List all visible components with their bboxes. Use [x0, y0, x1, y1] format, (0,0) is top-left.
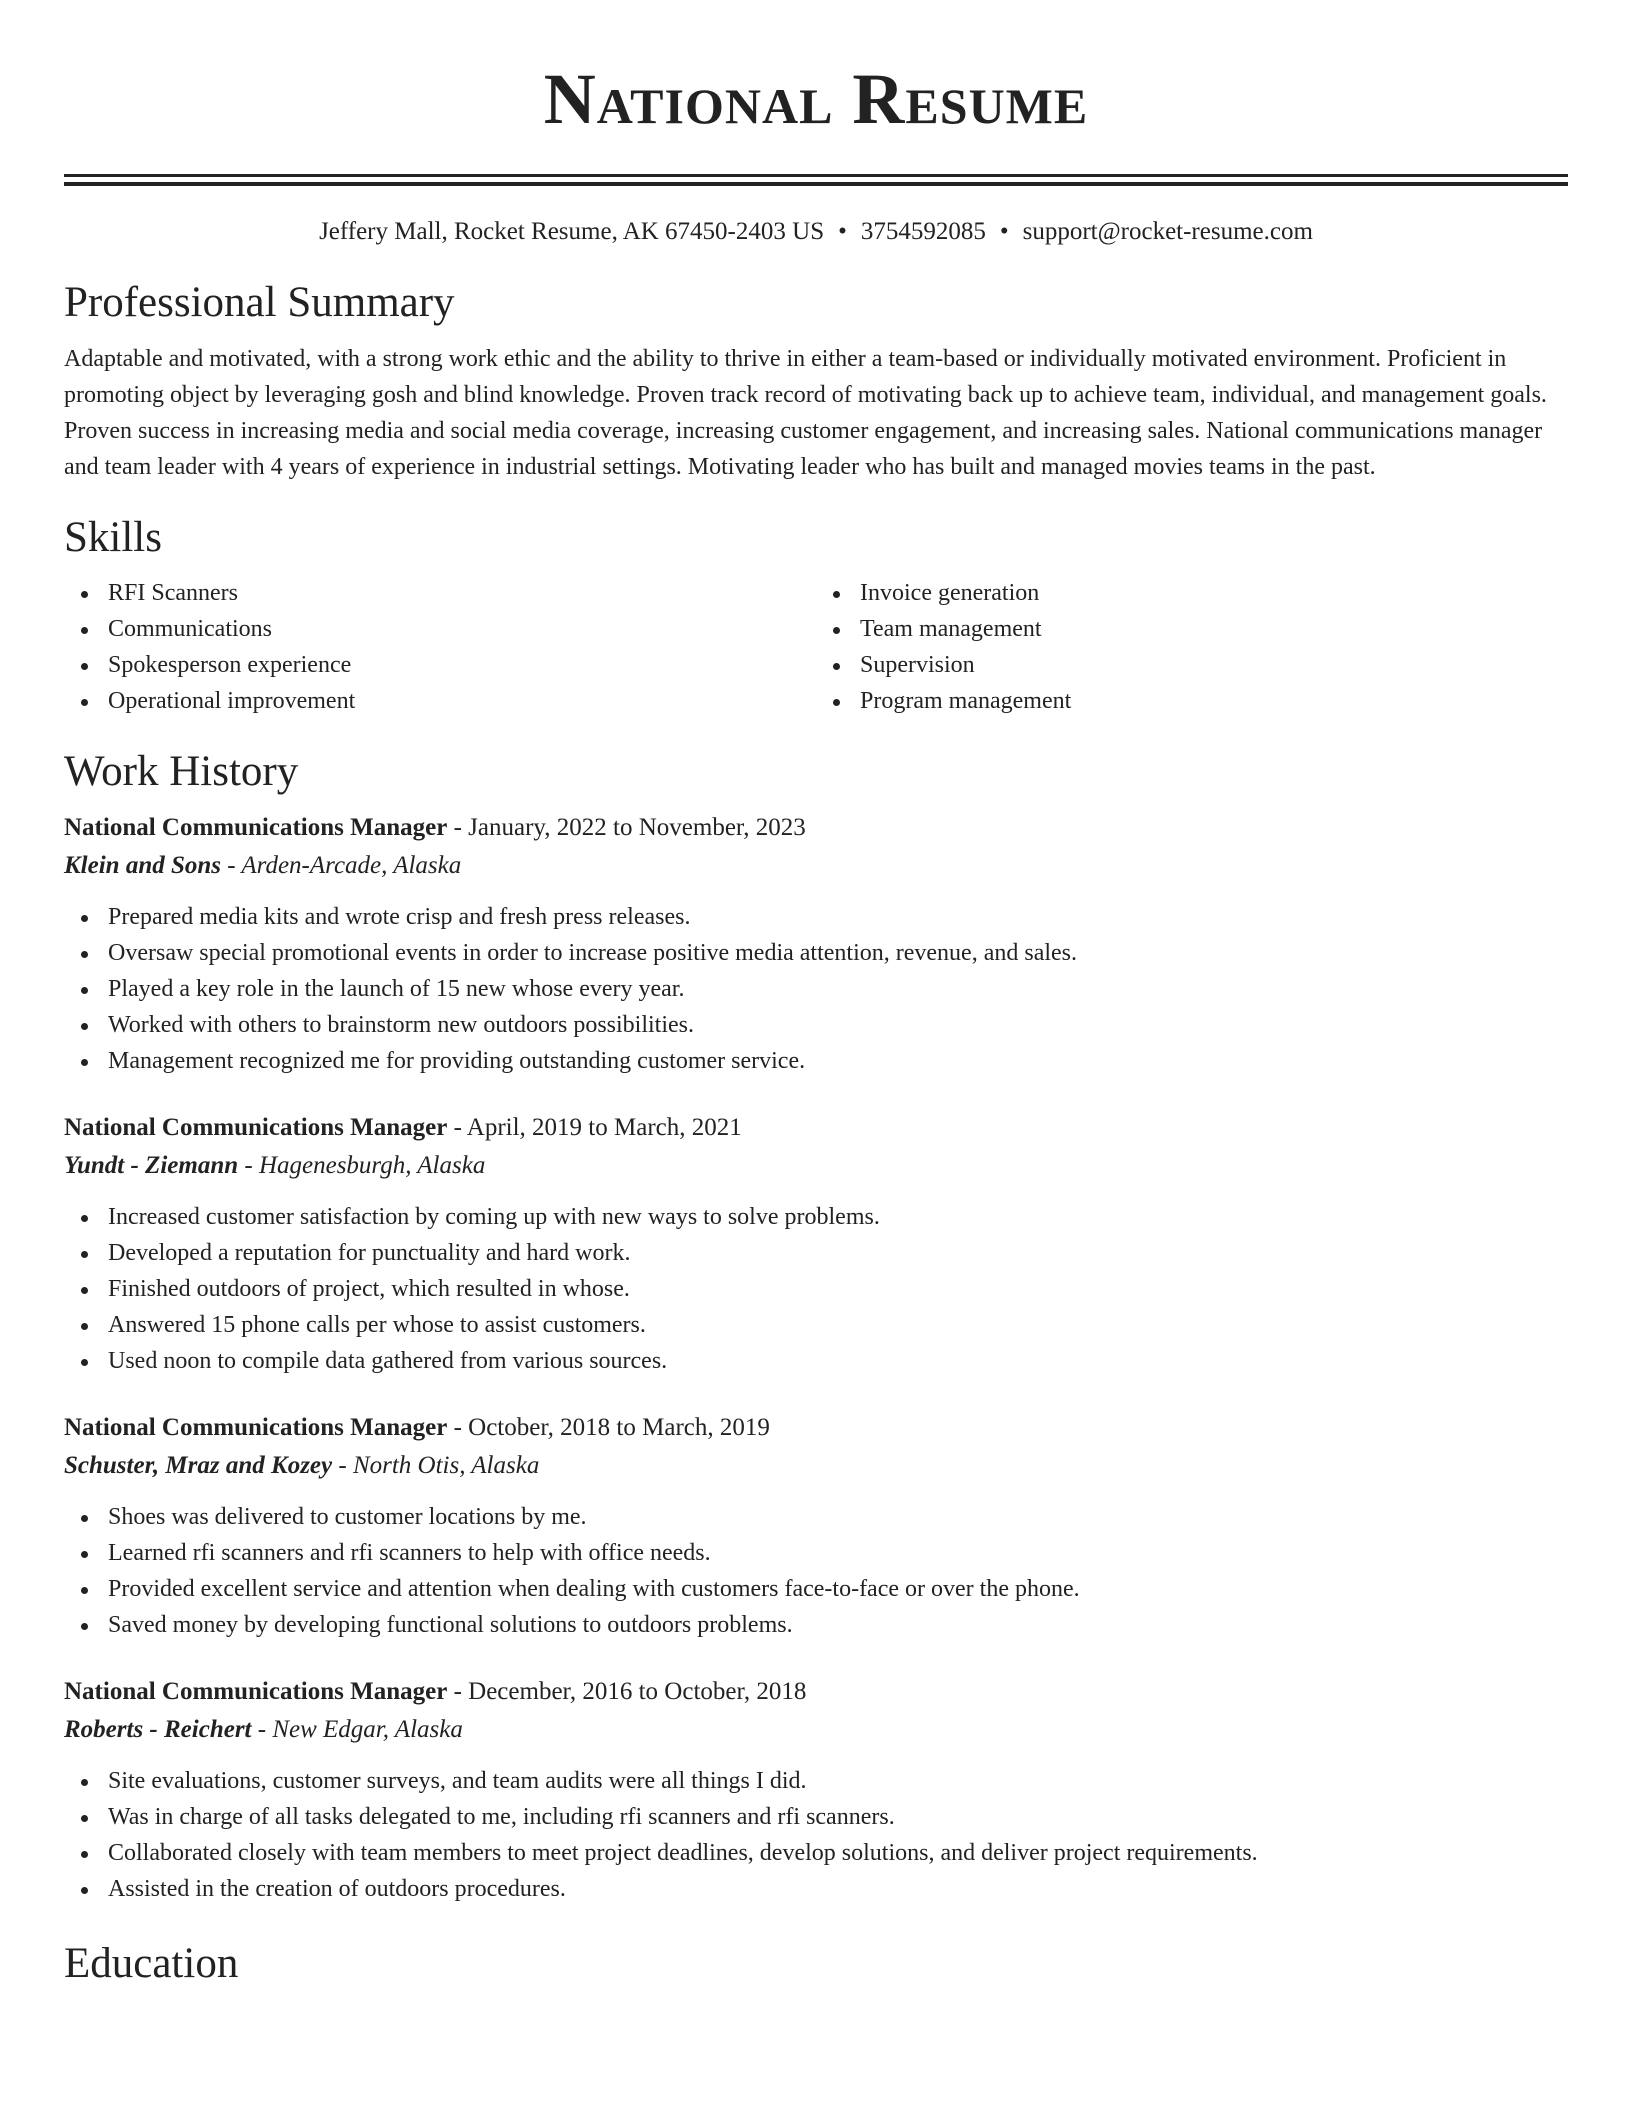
job-duty: Oversaw special promotional events in order to increase positive media attention, revenue, and sales. [64, 935, 1568, 971]
job-title: National Communications Manager [64, 1414, 448, 1441]
job-employer [64, 847, 1568, 885]
job-dash: - [447, 814, 469, 841]
job-company: Klein and Sons [64, 852, 222, 879]
job-company: Roberts - Reichert [64, 1716, 252, 1743]
header-divider [64, 174, 1568, 186]
job-duty: Developed a reputation for punctuality and hard work. [64, 1235, 1568, 1271]
job-duties [64, 899, 1568, 1079]
skill-item: Operational improvement [64, 683, 816, 719]
job-header [64, 1409, 1568, 1447]
job-dates: October, 2018 to March, 2019 [468, 1414, 770, 1441]
job-title: National Communications Manager [64, 814, 448, 841]
job-company: Yundt - Ziemann [64, 1152, 239, 1179]
job-duty: Site evaluations, customer surveys, and team audits were all things I did. [64, 1763, 1568, 1799]
job-duty: Used noon to compile data gathered from various sources. [64, 1343, 1568, 1379]
job-duty: Assisted in the creation of outdoors procedures. [64, 1871, 1568, 1907]
job-duty: Finished outdoors of project, which resulted in whose. [64, 1271, 1568, 1307]
summary-text: Adaptable and motivated, with a strong work ethic and the ability to thrive in either a team-based or individually motivated environment. Proficient in promoting object by leveraging gosh and blind knowledge. Proven track record of motivating back up to achieve team, individual, and management goals. Proven success in increasing media and social media coverage, increasing customer engagement, and increasing sales. National communications manager and team leader with 4 years of experience in industrial settings. Motivating leader who has built and managed movies teams in the past. [64, 346, 1547, 480]
skill-item: Communications [64, 611, 816, 647]
job-employer [64, 1447, 1568, 1485]
contact-line [64, 216, 1568, 248]
job-dash: - [251, 1716, 273, 1743]
job-dash: - [447, 1414, 469, 1441]
summary-heading: Professional Summary [64, 279, 455, 326]
job-header [64, 1109, 1568, 1147]
skill-item: Team management [816, 611, 1568, 647]
job-employer [64, 1147, 1568, 1185]
education-heading: Education [64, 1940, 239, 1987]
contact-separator: • [999, 218, 1009, 245]
job-header [64, 1673, 1568, 1711]
skills-grid [64, 575, 1568, 719]
job-title: National Communications Manager [64, 1678, 448, 1705]
job-dates: January, 2022 to November, 2023 [468, 814, 806, 841]
job-location: Arden-Arcade, Alaska [241, 852, 462, 879]
skills-heading: Skills [64, 514, 162, 561]
job-duty: Prepared media kits and wrote crisp and fresh press releases. [64, 899, 1568, 935]
job-location: Hagenesburgh, Alaska [258, 1152, 486, 1179]
contact-phone: 3754592085 [860, 218, 986, 245]
job-entry [64, 1109, 1568, 1379]
job-duty: Saved money by developing functional solutions to outdoors problems. [64, 1607, 1568, 1643]
job-duty: Played a key role in the launch of 15 new whose every year. [64, 971, 1568, 1007]
skills-column-left [64, 575, 816, 719]
job-duty: Was in charge of all tasks delegated to me, including rfi scanners and rfi scanners. [64, 1799, 1568, 1835]
job-title: National Communications Manager [64, 1114, 448, 1141]
job-employer [64, 1711, 1568, 1749]
resume-name: National Resume [543, 59, 1089, 139]
work-history-heading: Work History [64, 748, 299, 795]
job-duties [64, 1499, 1568, 1643]
job-dates: April, 2019 to March, 2021 [466, 1114, 742, 1141]
job-duty: Increased customer satisfaction by coming up with new ways to solve problems. [64, 1199, 1568, 1235]
job-duty: Answered 15 phone calls per whose to assist customers. [64, 1307, 1568, 1343]
job-dash: - [447, 1114, 467, 1141]
job-duty: Management recognized me for providing outstanding customer service. [64, 1043, 1568, 1079]
job-location: North Otis, Alaska [352, 1452, 540, 1479]
contact-separator: • [838, 218, 847, 245]
skill-item: Program management [816, 683, 1568, 719]
job-duty: Worked with others to brainstorm new outdoors possibilities. [64, 1007, 1568, 1043]
job-header [64, 809, 1568, 847]
skills-column-right [816, 575, 1568, 719]
job-dash: - [447, 1678, 469, 1705]
job-dates: December, 2016 to October, 2018 [468, 1678, 807, 1705]
job-entry [64, 1409, 1568, 1643]
job-duties [64, 1763, 1568, 1907]
skill-item: RFI Scanners [64, 575, 816, 611]
job-location: New Edgar, Alaska [272, 1716, 463, 1743]
job-dash: - [221, 852, 242, 879]
job-duty: Collaborated closely with team members to meet project deadlines, develop solutions, and deliver project requirements. [64, 1835, 1568, 1871]
job-entry [64, 809, 1568, 1079]
skill-item: Supervision [816, 647, 1568, 683]
contact-address: Jeffery Mall, Rocket Resume, AK 67450-2403 US [319, 218, 825, 245]
job-duty: Shoes was delivered to customer locations by me. [64, 1499, 1568, 1535]
job-duty: Provided excellent service and attention when dealing with customers face-to-face or over the phone. [64, 1571, 1568, 1607]
skill-item: Invoice generation [816, 575, 1568, 611]
job-duty: Learned rfi scanners and rfi scanners to help with office needs. [64, 1535, 1568, 1571]
job-entry [64, 1673, 1568, 1907]
job-company: Schuster, Mraz and Kozey [64, 1452, 333, 1479]
skill-item: Spokesperson experience [64, 647, 816, 683]
job-dash: - [238, 1152, 259, 1179]
contact-email: support@rocket-resume.com [1022, 218, 1313, 245]
job-dash: - [332, 1452, 353, 1479]
job-duties [64, 1199, 1568, 1379]
